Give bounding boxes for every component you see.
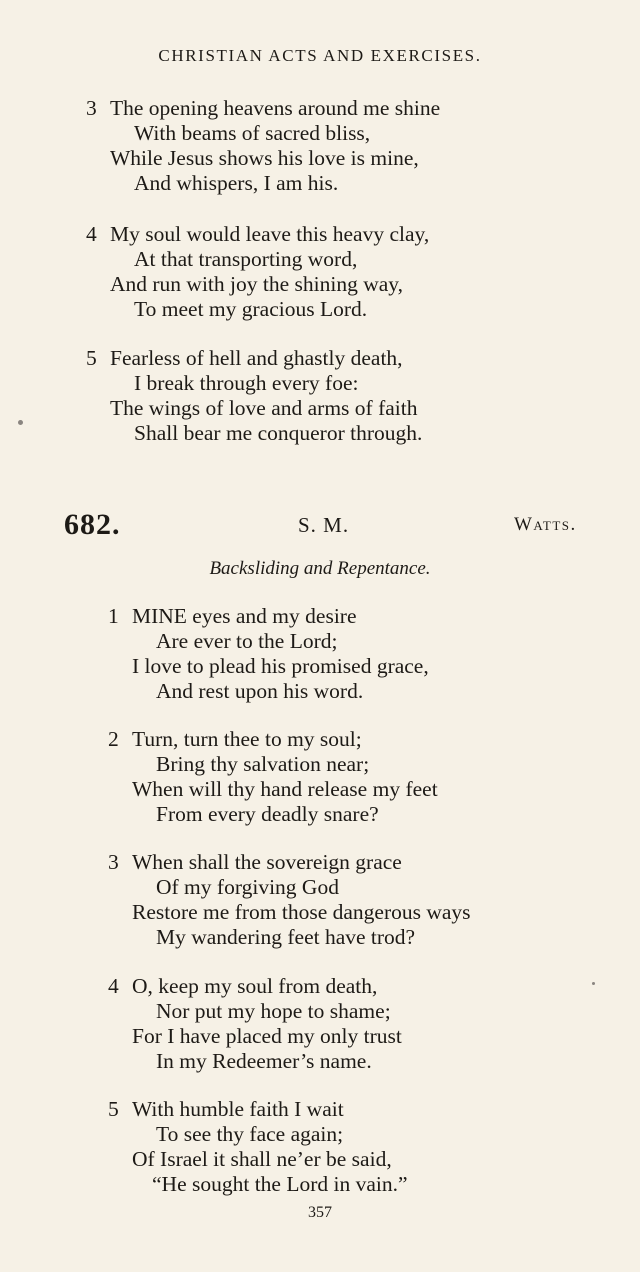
line-text: O, keep my soul from death, (132, 974, 378, 998)
line-text: When shall the sovereign grace (132, 850, 402, 874)
paper-speck (592, 982, 595, 985)
stanza-line: “He sought the Lord in vain.” (152, 1172, 408, 1196)
stanza-number: 3 (108, 850, 119, 874)
stanza-line: Of Israel it shall ne’er be said, (132, 1147, 392, 1171)
stanza-line: Restore me from those dangerous ways (132, 900, 471, 924)
running-head: CHRISTIAN ACTS AND EXERCISES. (158, 46, 482, 65)
stanza-line: Nor put my hope to shame; (156, 999, 391, 1023)
line-text: Fearless of hell and ghastly death, (110, 346, 403, 370)
hymn-stanza-5 (108, 1097, 408, 1197)
stanza-line: I love to plead his promised grace, (132, 654, 429, 678)
stanza-line: Are ever to the Lord; (156, 629, 338, 653)
stanza-number: 4 (86, 222, 97, 246)
stanza-line: At that transporting word, (134, 247, 358, 271)
stanza-line: Of my forgiving God (156, 875, 339, 899)
hymn-number: 682. (64, 508, 121, 541)
stanza-line: Bring thy salvation near; (156, 752, 370, 776)
stanza-line (108, 974, 402, 999)
hymn-author: Watts. (514, 514, 577, 535)
stanza-line: My wandering feet have trod? (156, 925, 416, 949)
page-number: 357 (308, 1204, 332, 1221)
stanza-line: I break through every foe: (134, 371, 359, 395)
hymn-stanza-1 (108, 604, 429, 704)
stanza-number: 3 (86, 96, 97, 120)
stanza-line: And run with joy the shining way, (110, 272, 404, 296)
hymn-subtitle: Backsliding and Repentance. (209, 558, 431, 579)
stanza-number: 5 (108, 1097, 119, 1121)
prev-stanza-4 (86, 222, 429, 322)
hymn-meter: S. M. (298, 513, 350, 537)
stanza-line (108, 850, 471, 875)
stanza-number: 1 (108, 604, 119, 628)
stanza-number: 5 (86, 346, 97, 370)
line-text: Turn, turn thee to my soul; (132, 727, 362, 751)
stanza-line (86, 346, 422, 371)
paper-speck (18, 420, 23, 425)
stanza-line (86, 222, 429, 247)
stanza-line: To see thy face again; (156, 1122, 344, 1146)
stanza-line: And rest upon his word. (156, 679, 364, 703)
hymn-stanza-4 (108, 974, 402, 1074)
hymn-header (0, 508, 640, 540)
stanza-line: When will thy hand release my feet (132, 777, 438, 801)
line-text: The opening heavens around me shine (110, 96, 441, 120)
hymn-stanza-2 (108, 727, 438, 827)
stanza-number: 2 (108, 727, 119, 751)
stanza-line: Shall bear me conqueror through. (134, 421, 423, 445)
stanza-line: With beams of sacred bliss, (134, 121, 371, 145)
stanza-line (86, 96, 440, 121)
stanza-line: For I have placed my only trust (132, 1024, 402, 1048)
prev-stanza-3 (86, 96, 440, 196)
stanza-line: And whispers, I am his. (134, 171, 339, 195)
stanza-line (108, 1097, 408, 1122)
line-text: My soul would leave this heavy clay, (110, 222, 430, 246)
stanza-line: The wings of love and arms of faith (110, 396, 418, 420)
line-text: With humble faith I wait (132, 1097, 344, 1121)
stanza-line: From every deadly snare? (156, 802, 379, 826)
stanza-line (108, 727, 438, 752)
line-text: MINE eyes and my desire (132, 604, 357, 628)
stanza-line: While Jesus shows his love is mine, (110, 146, 419, 170)
prev-stanza-5 (86, 346, 422, 446)
stanza-line: In my Redeemer’s name. (156, 1049, 372, 1073)
stanza-number: 4 (108, 974, 119, 998)
hymn-stanza-3 (108, 850, 471, 950)
stanza-line: To meet my gracious Lord. (134, 297, 368, 321)
stanza-line (108, 604, 429, 629)
